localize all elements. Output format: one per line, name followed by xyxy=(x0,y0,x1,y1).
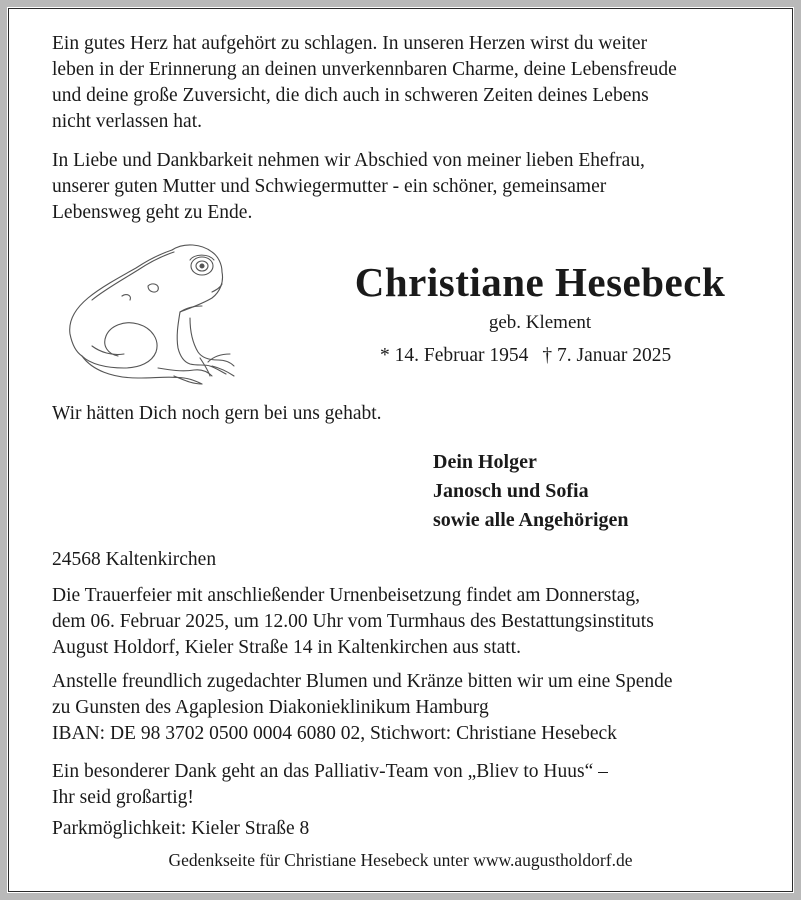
intro-line: leben in der Erinnerung an deinen unverkennbaren Charme, deine Lebensfreude xyxy=(52,59,677,80)
donation-line: Anstelle freundlich zugedachter Blumen und Kränze bitten wir um eine Spende xyxy=(52,671,673,692)
intro-line: und deine große Zuversicht, die dich auch in schweren Zeiten deines Lebens xyxy=(52,85,649,106)
signer-name: sowie alle Angehörigen xyxy=(433,509,629,531)
farewell-paragraph xyxy=(52,148,752,226)
ceremony-line: Die Trauerfeier mit anschließender Urnenbeisetzung findet am Donnerstag, xyxy=(52,585,641,606)
location-text: 24568 Kaltenkirchen xyxy=(52,549,217,570)
signer-name: Dein Holger xyxy=(433,451,537,473)
frog-drawing-icon xyxy=(52,238,262,388)
quote-paragraph xyxy=(52,401,752,427)
parking-text: Parkmöglichkeit: Kieler Straße 8 xyxy=(52,818,310,839)
thanks-line: Ihr seid großartig! xyxy=(52,787,194,808)
donation-paragraph xyxy=(52,669,752,747)
ceremony-paragraph xyxy=(52,583,752,661)
deceased-name: Christiane Hesebeck xyxy=(354,259,726,305)
intro-line: nicht verlassen hat. xyxy=(52,111,202,132)
parking-paragraph xyxy=(52,816,752,842)
farewell-line: unserer guten Mutter und Schwiegermutter - ein schöner, gemeinsamer xyxy=(52,176,607,197)
thanks-paragraph xyxy=(52,759,752,811)
location-paragraph xyxy=(52,547,752,573)
donation-line: IBAN: DE 98 3702 0500 0004 6080 02, Stichwort: Christiane Hesebeck xyxy=(52,723,617,744)
ceremony-line: August Holdorf, Kieler Straße 14 in Kaltenkirchen aus statt. xyxy=(52,637,521,658)
donation-line: zu Gunsten des Agaplesion Diakonieklinikum Hamburg xyxy=(52,697,489,718)
ceremony-line: dem 06. Februar 2025, um 12.00 Uhr vom Turmhaus des Bestattungsinstituts xyxy=(52,611,654,632)
signer-name: Janosch und Sofia xyxy=(433,480,589,502)
quote-text: Wir hätten Dich noch gern bei uns gehabt. xyxy=(52,403,382,424)
memorial-page-link: Gedenkseite für Christiane Hesebeck unter www.augustholdorf.de xyxy=(168,850,633,870)
intro-paragraph xyxy=(52,31,752,135)
death-date: † 7. Januar 2025 xyxy=(542,345,672,366)
farewell-line: In Liebe und Dankbarkeit nehmen wir Abschied von meiner lieben Ehefrau, xyxy=(52,150,645,171)
intro-line: Ein gutes Herz hat aufgehört zu schlagen. In unseren Herzen wirst du weiter xyxy=(52,33,648,54)
birth-date: * 14. Februar 1954 xyxy=(380,345,529,366)
maiden-name: geb. Klement xyxy=(488,312,592,333)
signers-block xyxy=(433,448,629,535)
thanks-line: Ein besonderer Dank geht an das Palliativ-Team von „Bliev to Huus“ – xyxy=(52,761,608,782)
life-dates xyxy=(380,343,671,369)
farewell-line: Lebensweg geht zu Ende. xyxy=(52,202,253,223)
